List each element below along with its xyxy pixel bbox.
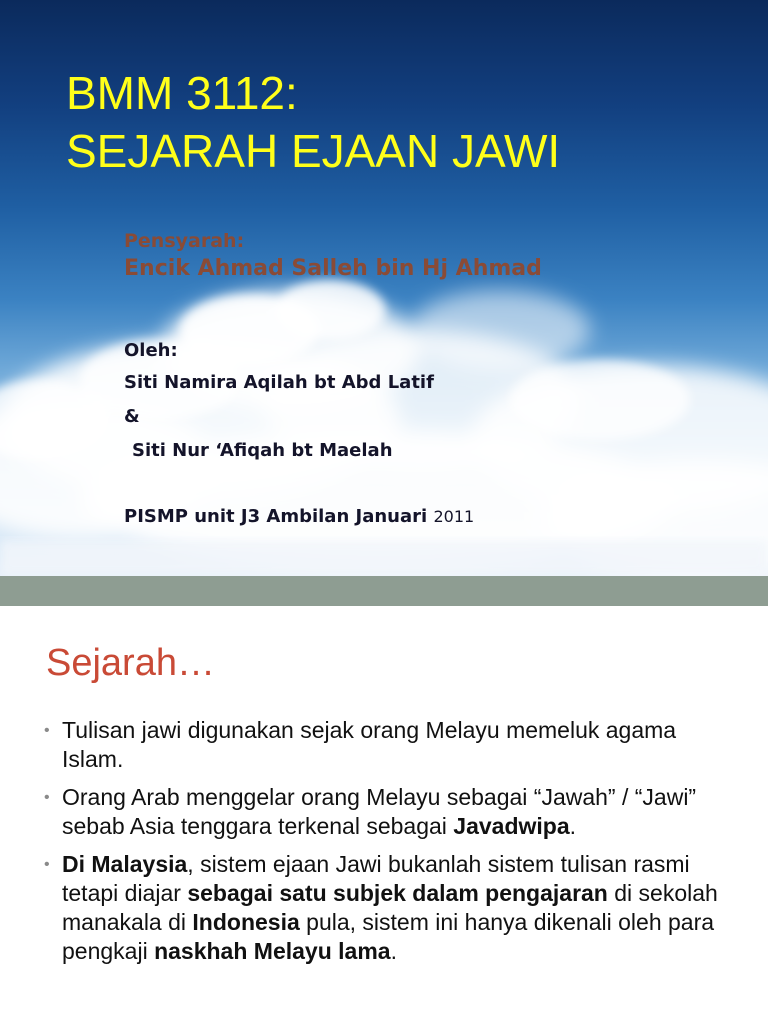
title-line-2: SEJARAH EJAAN JAWI (66, 125, 561, 177)
author-separator: & (124, 406, 140, 427)
bullet-1-text: Tulisan jawi digunakan sejak orang Melayu memeluk agama Islam. (62, 717, 677, 772)
bullet-3-text-3: pula, sistem ini hanya dikenali oleh para pengkaji (62, 909, 715, 964)
bullet-item-3 (44, 850, 734, 966)
slide-title (66, 64, 560, 180)
bullet-3-bold-1: Di Malaysia (62, 851, 188, 877)
author-label: Oleh: (124, 340, 178, 361)
program-line (124, 506, 474, 527)
slide-divider (0, 576, 768, 606)
title-line-1: BMM 3112: (66, 67, 298, 119)
bullet-3-bold-3: Indonesia (192, 909, 300, 935)
history-slide (0, 606, 768, 1024)
bullet-item-1 (44, 716, 734, 774)
credits-block (124, 228, 542, 527)
author-name-2: Siti Nur ‘Afiqah bt Maelah (132, 440, 393, 461)
bullet-3-bold-2: sebagai satu subjek dalam pengajaran (187, 880, 608, 906)
bullet-3-text-2: di sekolah manakala di (62, 880, 718, 935)
bullet-list (44, 716, 734, 975)
lecturer-name: Encik Ahmad Salleh bin Hj Ahmad (124, 256, 542, 281)
bullet-2-end: . (569, 813, 577, 839)
bullet-3-text-1: , sistem ejaan Jawi bukanlah sistem tulisan rasmi tetapi diajar (62, 851, 690, 906)
section-heading: Sejarah… (46, 642, 215, 684)
bullet-2-text: Orang Arab menggelar orang Melayu sebagai “Jawah” / “Jawi” sebab Asia tenggara terkenal sebagai (62, 784, 697, 839)
lecturer-label: Pensyarah: (124, 230, 245, 252)
bullet-2-bold: Javadwipa (453, 813, 570, 839)
bullet-item-2 (44, 783, 734, 841)
bullet-3-text-4: . (390, 938, 397, 964)
bullet-3-bold-4: naskhah Melayu lama (154, 938, 391, 964)
program-text: PISMP unit J3 Ambilan Januari (124, 506, 428, 527)
program-year: 2011 (433, 507, 475, 526)
author-name-1: Siti Namira Aqilah bt Abd Latif (124, 372, 434, 393)
